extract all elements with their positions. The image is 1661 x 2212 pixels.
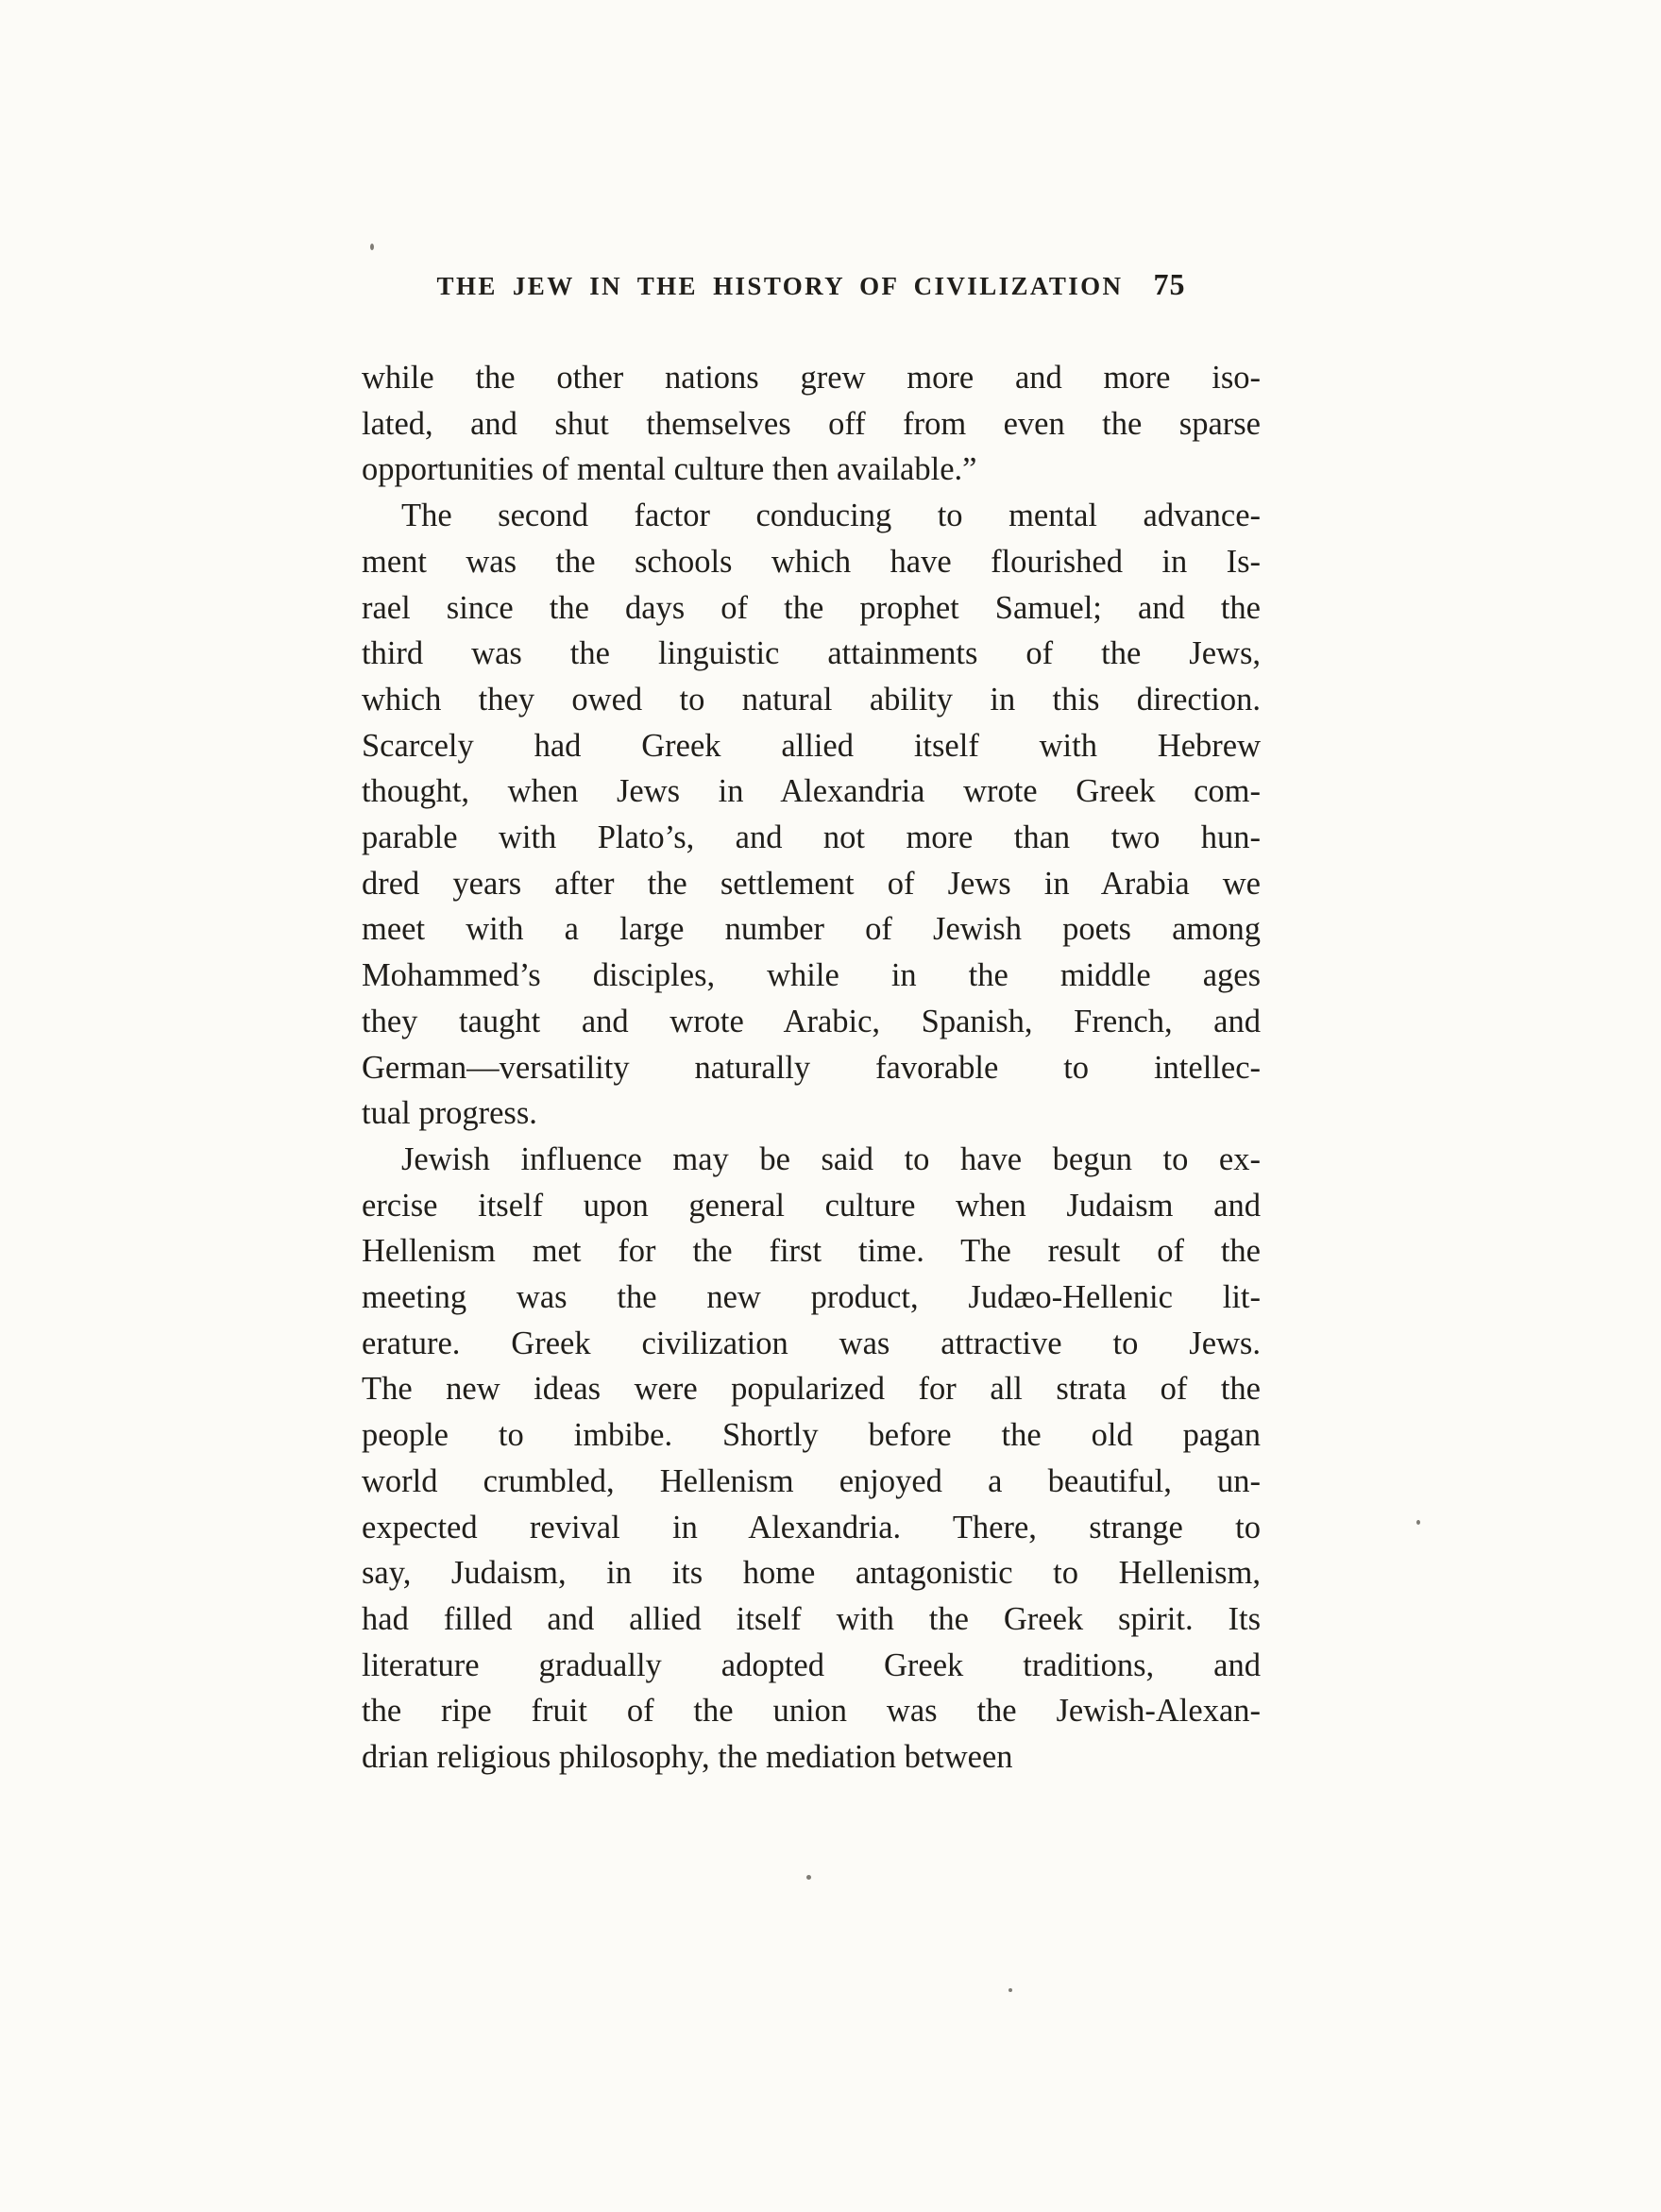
text-line: thought, when Jews in Alexandria wrote Greek com- [362,773,1261,810]
text-line: lated, and shut themselves off from even the sparse [362,405,1261,442]
paragraph [362,355,1261,493]
page-header [362,267,1261,302]
paragraph [362,1137,1261,1781]
text-line: literature gradually adopted Greek traditions, and [362,1646,1261,1683]
text-line: world crumbled, Hellenism enjoyed a beautiful, un- [362,1462,1261,1499]
text-line: opportunities of mental culture then available.” [362,451,977,488]
text-line: say, Judaism, in its home antagonistic to Hellenism, [362,1555,1261,1592]
text-line: The second factor conducing to mental advance- [401,498,1261,534]
paragraph [362,493,1261,1137]
running-title: THE JEW IN THE HISTORY OF CIVILIZATION [436,272,1124,300]
text-line: they taught and wrote Arabic, Spanish, French, and [362,1003,1261,1039]
text-line: ercise itself upon general culture when Judaism and [362,1187,1261,1224]
body-text [362,355,1261,1781]
text-line: meeting was the new product, Judæo-Hellenic lit- [362,1279,1261,1316]
text-line: The new ideas were popularized for all strata of the [362,1371,1261,1408]
text-line: drian religious philosophy, the mediation between [362,1739,1013,1776]
text-line: rael since the days of the prophet Samuel; and the [362,589,1261,626]
scan-speck [1008,1988,1012,1992]
text-line: the ripe fruit of the union was the Jewish-Alexan- [362,1693,1261,1730]
text-line: dred years after the settlement of Jews in Arabia we [362,865,1261,902]
text-line: ment was the schools which have flourished in Is- [362,543,1261,580]
text-line: meet with a large number of Jewish poets among [362,911,1261,948]
text-line: which they owed to natural ability in this direction. [362,681,1261,718]
scan-speck [806,1875,811,1880]
text-line: Mohammed’s disciples, while in the middle ages [362,957,1261,994]
scan-speck [370,244,374,250]
text-line: people to imbibe. Shortly before the old pagan [362,1417,1261,1454]
text-line: tual progress. [362,1095,537,1132]
text-line: Jewish influence may be said to have begun to ex- [401,1140,1261,1177]
text-line: expected revival in Alexandria. There, strange to [362,1509,1261,1545]
text-line: while the other nations grew more and more iso- [362,360,1261,396]
text-line: Hellenism met for the first time. The result of the [362,1233,1261,1270]
scan-speck [1416,1520,1420,1525]
page-number: 75 [1153,267,1186,301]
text-line: Scarcely had Greek allied itself with Hebrew [362,727,1261,764]
text-line: third was the linguistic attainments of the Jews, [362,635,1261,672]
text-line: German—versatility naturally favorable to intellec- [362,1049,1261,1086]
text-line: had filled and allied itself with the Greek spirit. Its [362,1600,1261,1637]
text-line: parable with Plato’s, and not more than two hun- [362,819,1261,856]
text-line: erature. Greek civilization was attractive to Jews. [362,1325,1261,1361]
